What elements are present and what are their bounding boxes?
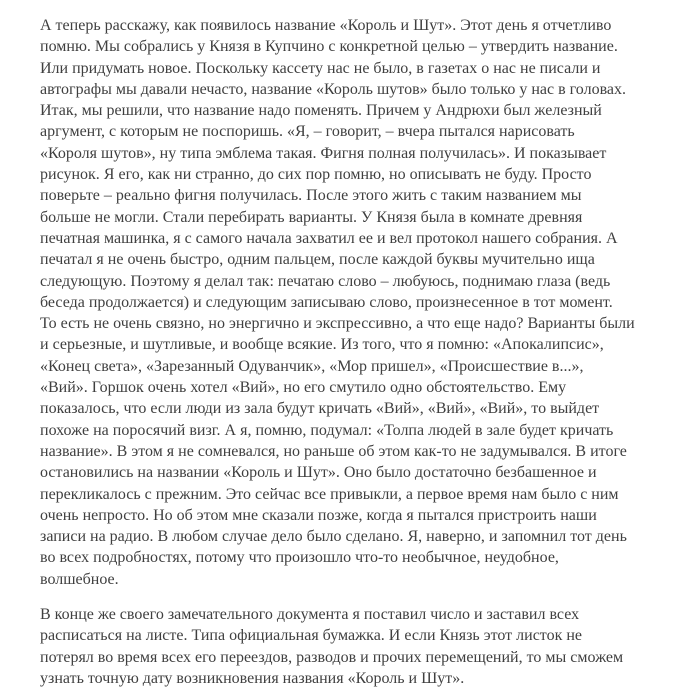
- text-line: поверьте – реально фигня получилась. После этого жить с таким названием мы: [40, 187, 582, 205]
- text-line: «Конец света», «Зарезанный Одуванчик», «Мор пришел», «Происшествие в...»,: [40, 357, 584, 375]
- book-text: [40, 15, 660, 689]
- text-line: В конце же своего замечательного документа я поставил число и заставил всех: [40, 606, 580, 624]
- text-line: очень непросто. Но об этом мне сказали позже, когда я пытался пристроить наши: [40, 506, 597, 524]
- text-line: «Короля шутов», ну типа эмблема такая. Фигня полная получилась». И показывает: [40, 144, 607, 162]
- text-line: Или придумать новое. Поскольку кассету нас не было, в газетах о нас не писали и: [40, 59, 601, 77]
- text-line: во всех подробностях, потому что произошло что-то необычное, неудобное,: [40, 549, 559, 567]
- text-line: остановились на названии «Король и Шут». Оно было достаточно безбашенное и: [40, 464, 597, 482]
- text-line: расписаться на листе. Типа официальная бумажка. И если Князь этот листок не: [40, 627, 583, 645]
- text-line: следующую. Поэтому я делал так: печатаю слово – любуюсь, поднимаю глаза (ведь: [40, 272, 611, 290]
- text-line: «Вий». Горшок очень хотел «Вий», но его смутило одно обстоятельство. Ему: [40, 379, 567, 397]
- text-line: помню. Мы собрались у Князя в Купчино с конкретной целью – утвердить название.: [40, 38, 618, 56]
- text-line: записи на радио. В любом случае дело было сделано. Я, наверно, и запомнил тот день: [40, 528, 627, 546]
- text-line: потерял во время всех его переездов, разводов и прочих перемещений, то мы сможем: [40, 648, 624, 666]
- paragraph: [40, 604, 660, 689]
- text-line: узнать точную дату возникновения названия «Король и Шут».: [40, 669, 465, 687]
- text-line: Итак, мы решили, что название надо поменять. Причем у Андрюхи был железный: [40, 102, 602, 120]
- text-line: перекликалось с прежним. Это сейчас все привыкли, а первое время нам было с ним: [40, 485, 619, 503]
- text-line: показалось, что если люди из зала будут кричать «Вий», «Вий», «Вий», то выйдет: [40, 400, 600, 418]
- text-line: То есть не очень связно, но энергично и экспрессивно, а что еще надо? Варианты были: [40, 315, 635, 333]
- text-line: больше не могли. Стали перебирать варианты. У Князя была в комнате древняя: [40, 208, 583, 226]
- text-line: аргумент, с которым не поспоришь. «Я, – говорит, – вчера пытался нарисовать: [40, 123, 575, 141]
- text-line: название». В этом я не сомневался, но раньше об этом как-то не задумывался. В итоге: [40, 442, 627, 460]
- text-line: печатал я не очень быстро, одним пальцем, после каждой буквы мучительно ища: [40, 251, 595, 269]
- text-line: волшебное.: [40, 570, 119, 588]
- text-line: беседа продолжается) и следующим записываю слово, произнесенное в тот момент.: [40, 293, 613, 311]
- text-line: А теперь расскажу, как появилось название «Король и Шут». Этот день я отчетливо: [40, 17, 612, 34]
- text-line: похоже на поросячий визг. А я, помню, подумал: «Толпа людей в зале будет кричать: [40, 421, 614, 439]
- text-line: рисунок. Я его, как ни странно, до сих пор помню, но описывать не буду. Просто: [40, 166, 592, 184]
- paragraph: [40, 15, 660, 590]
- text-line: и серьезные, и шутливые, и вообще всякие. Из того, что я помню: «Апокалипсис»,: [40, 336, 604, 354]
- text-line: печатная машинка, я с самого начала захватил ее и вел протокол нашего собрания. А: [40, 229, 618, 247]
- text-line: автографы мы давали нечасто, название «Король шутов» было только у нас в головах.: [40, 80, 627, 98]
